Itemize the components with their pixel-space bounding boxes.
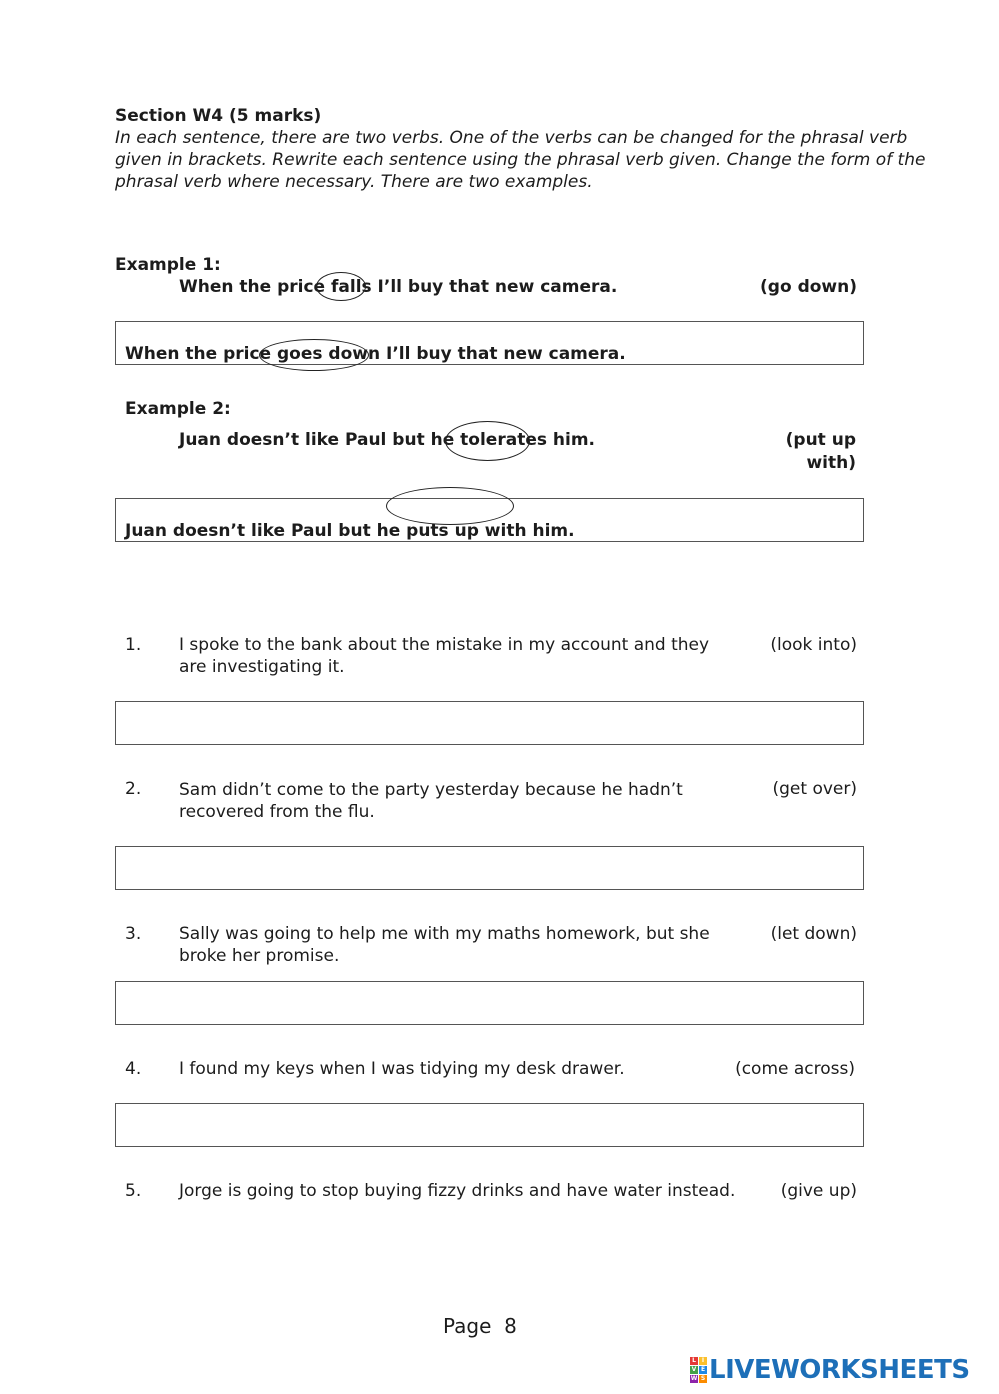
example-2-answer-circle xyxy=(386,487,514,525)
question-3-line-2: broke her promise. xyxy=(179,946,340,966)
question-4-answer-input[interactable] xyxy=(116,1104,863,1146)
example-2-sentence: Juan doesn’t like Paul but he tolerates him. xyxy=(179,430,595,450)
instruction-line-2: given in brackets. Rewrite each sentence using the phrasal verb given. Change the form of the xyxy=(115,150,926,170)
question-4-number: 4. xyxy=(125,1059,142,1079)
example-1-circled-verb: falls xyxy=(331,277,372,297)
question-2-line-2: recovered from the flu. xyxy=(179,802,375,822)
question-3-line-1: Sally was going to help me with my maths homework, but she xyxy=(179,924,710,944)
question-1-number: 1. xyxy=(125,635,142,655)
example-2-circled-verb: tolerates xyxy=(460,430,547,450)
question-3-answer-input[interactable] xyxy=(116,982,863,1024)
logo-tile: S xyxy=(700,1375,706,1382)
question-1-line-1: I spoke to the bank about the mistake in my account and they xyxy=(179,635,710,655)
question-5-phrasal-verb: (give up) xyxy=(780,1181,857,1201)
question-2-number: 2. xyxy=(125,779,142,799)
instruction-line-1: In each sentence, there are two verbs. One of the verbs can be changed for the phrasal verb xyxy=(115,128,908,148)
question-4-phrasal-verb: (come across) xyxy=(735,1059,855,1079)
example-2-verb-circle xyxy=(445,421,530,461)
logo-tile: W xyxy=(690,1375,698,1382)
section-title: Section W4 (5 marks) xyxy=(115,106,322,126)
example-1-answer-circled: goes down xyxy=(277,344,381,364)
question-5-line-1: Jorge is going to stop buying fizzy drinks and have water instead. xyxy=(179,1181,736,1201)
question-1-answer-input[interactable] xyxy=(116,702,863,744)
question-4-line-1: I found my keys when I was tidying my desk drawer. xyxy=(179,1059,625,1079)
instruction-line-3: phrasal verb where necessary. There are two examples. xyxy=(115,172,593,192)
question-2-answer-input[interactable] xyxy=(116,847,863,889)
logo-tile: L xyxy=(690,1357,698,1365)
question-2-phrasal-verb: (get over) xyxy=(772,779,857,799)
example-2-phrasal-line-1: (put up xyxy=(785,430,856,450)
question-3-phrasal-verb: (let down) xyxy=(770,924,857,944)
logo-tile: I xyxy=(699,1357,707,1365)
liveworksheets-logo-text: LIVEWORKSHEETS xyxy=(709,1355,970,1385)
example-1-sentence: When the price falls I’ll buy that new camera. xyxy=(179,277,618,297)
example-2-label: Example 2: xyxy=(125,399,231,419)
example-1-answer-circle xyxy=(259,339,369,371)
question-1-phrasal-verb: (look into) xyxy=(770,635,857,655)
question-3-number: 3. xyxy=(125,924,142,944)
question-5-number: 5. xyxy=(125,1181,142,1201)
liveworksheets-logo-icon xyxy=(690,1357,707,1383)
page-number: Page 8 xyxy=(443,1314,517,1338)
logo-tile: V xyxy=(691,1366,697,1373)
logo-tile: E xyxy=(700,1366,706,1373)
example-1-label: Example 1: xyxy=(115,255,221,275)
example-1-verb-circle xyxy=(316,272,366,301)
example-1-answer: When the price goes down I’ll buy that new camera. xyxy=(125,344,626,364)
liveworksheets-logo[interactable] xyxy=(690,1355,970,1385)
example-2-phrasal-line-2: with) xyxy=(806,453,856,473)
example-1-phrasal-verb: (go down) xyxy=(760,277,857,297)
question-2-line-1: Sam didn’t come to the party yesterday because he hadn’t xyxy=(179,780,683,800)
example-2-answer: Juan doesn’t like Paul but he puts up with him. xyxy=(125,521,575,541)
question-1-line-2: are investigating it. xyxy=(179,657,345,677)
